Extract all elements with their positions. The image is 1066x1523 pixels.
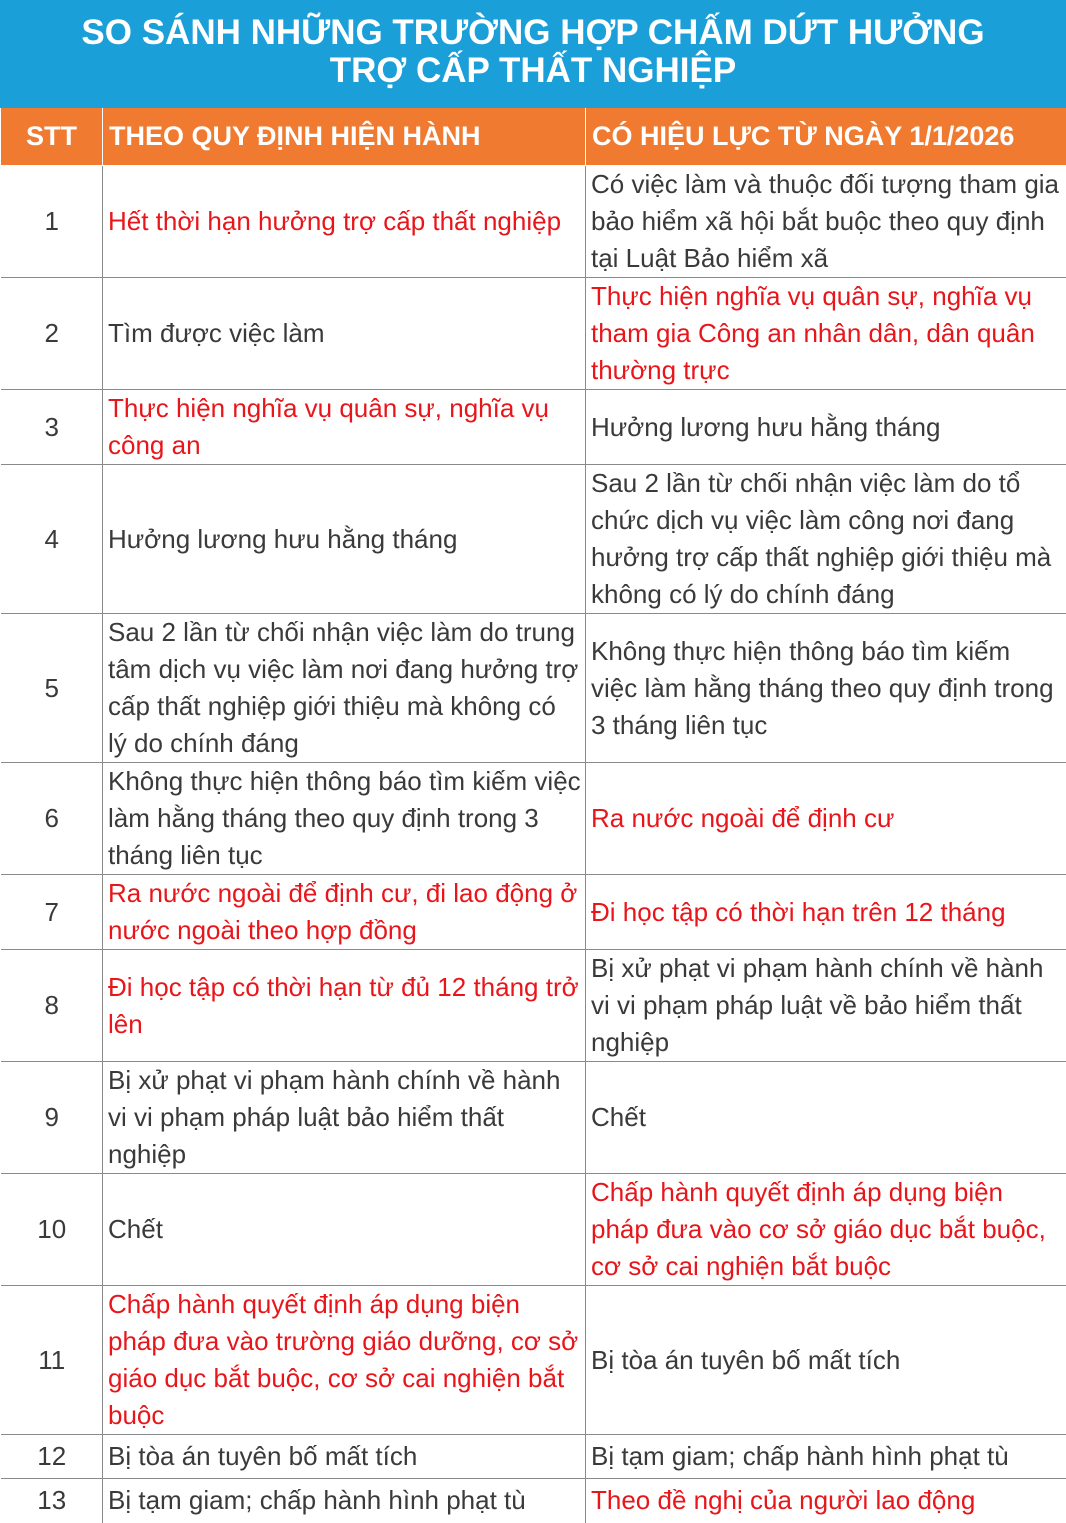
table-row [1,614,1066,763]
table-row [1,1286,1066,1435]
page-title [0,0,1066,108]
row-new-regulation: Theo đề nghị của người lao động [586,1479,1066,1523]
row-new-regulation: Chết [586,1062,1066,1174]
header-current-regulation: THEO QUY ĐỊNH HIỆN HÀNH [103,108,586,166]
table-row [1,1062,1066,1174]
row-stt: 9 [1,1062,103,1174]
row-new-regulation: Bị tạm giam; chấp hành hình phạt tù [586,1435,1066,1479]
row-current-regulation: Chấp hành quyết định áp dụng biện pháp đưa vào trường giáo dưỡng, cơ sở giáo dục bắt buộc, cơ sở cai nghiện bắt buộc [103,1286,586,1435]
row-new-regulation: Hưởng lương hưu hằng tháng [586,390,1066,465]
row-stt: 6 [1,763,103,875]
header-stt: STT [1,108,103,166]
row-new-regulation: Ra nước ngoài để định cư [586,763,1066,875]
row-current-regulation: Không thực hiện thông báo tìm kiếm việc làm hằng tháng theo quy định trong 3 tháng liên tục [103,763,586,875]
header-new-regulation: CÓ HIỆU LỰC TỪ NGÀY 1/1/2026 [586,108,1066,166]
table-row [1,465,1066,614]
row-current-regulation: Thực hiện nghĩa vụ quân sự, nghĩa vụ công an [103,390,586,465]
row-stt: 10 [1,1174,103,1286]
row-current-regulation: Hết thời hạn hưởng trợ cấp thất nghiệp [103,166,586,278]
row-stt: 11 [1,1286,103,1435]
row-new-regulation: Bị tòa án tuyên bố mất tích [586,1286,1066,1435]
row-current-regulation: Bị tạm giam; chấp hành hình phạt tù [103,1479,586,1523]
row-stt: 8 [1,950,103,1062]
title-line-1: SO SÁNH NHỮNG TRƯỜNG HỢP CHẤM DỨT HƯỞNG [0,14,1066,52]
table-row [1,166,1066,278]
table-row [1,763,1066,875]
title-line-2: TRỢ CẤP THẤT NGHIỆP [0,52,1066,90]
row-new-regulation: Thực hiện nghĩa vụ quân sự, nghĩa vụ tham gia Công an nhân dân, dân quân thường trực [586,278,1066,390]
row-stt: 2 [1,278,103,390]
row-current-regulation: Bị xử phạt vi phạm hành chính về hành vi vi phạm pháp luật bảo hiểm thất nghiệp [103,1062,586,1174]
row-stt: 7 [1,875,103,950]
row-new-regulation: Không thực hiện thông báo tìm kiếm việc làm hằng tháng theo quy định trong 3 tháng liên tục [586,614,1066,763]
row-new-regulation: Có việc làm và thuộc đối tượng tham gia bảo hiểm xã hội bắt buộc theo quy định tại Luật Bảo hiểm xã [586,166,1066,278]
row-current-regulation: Bị tòa án tuyên bố mất tích [103,1435,586,1479]
row-current-regulation: Tìm được việc làm [103,278,586,390]
row-stt: 5 [1,614,103,763]
row-stt: 12 [1,1435,103,1479]
comparison-table [0,108,1066,1523]
table-row [1,875,1066,950]
row-stt: 3 [1,390,103,465]
row-new-regulation: Bị xử phạt vi phạm hành chính về hành vi vi phạm pháp luật về bảo hiểm thất nghiệp [586,950,1066,1062]
row-new-regulation: Đi học tập có thời hạn trên 12 tháng [586,875,1066,950]
row-stt: 13 [1,1479,103,1523]
table-row [1,390,1066,465]
row-stt: 4 [1,465,103,614]
table-header-row [1,108,1066,166]
row-new-regulation: Sau 2 lần từ chối nhận việc làm do tổ chức dịch vụ việc làm công nơi đang hưởng trợ cấp thất nghiệp giới thiệu mà không có lý do chính đáng [586,465,1066,614]
table-row [1,1479,1066,1523]
table-row [1,1435,1066,1479]
row-stt: 1 [1,166,103,278]
table-row [1,278,1066,390]
row-current-regulation: Đi học tập có thời hạn từ đủ 12 tháng trở lên [103,950,586,1062]
table-row [1,950,1066,1062]
row-current-regulation: Sau 2 lần từ chối nhận việc làm do trung tâm dịch vụ việc làm nơi đang hưởng trợ cấp thất nghiệp giới thiệu mà không có lý do chính đáng [103,614,586,763]
table-row [1,1174,1066,1286]
row-current-regulation: Hưởng lương hưu hằng tháng [103,465,586,614]
row-current-regulation: Ra nước ngoài để định cư, đi lao động ở nước ngoài theo hợp đồng [103,875,586,950]
row-current-regulation: Chết [103,1174,586,1286]
row-new-regulation: Chấp hành quyết định áp dụng biện pháp đưa vào cơ sở giáo dục bắt buộc, cơ sở cai nghiện bắt buộc [586,1174,1066,1286]
